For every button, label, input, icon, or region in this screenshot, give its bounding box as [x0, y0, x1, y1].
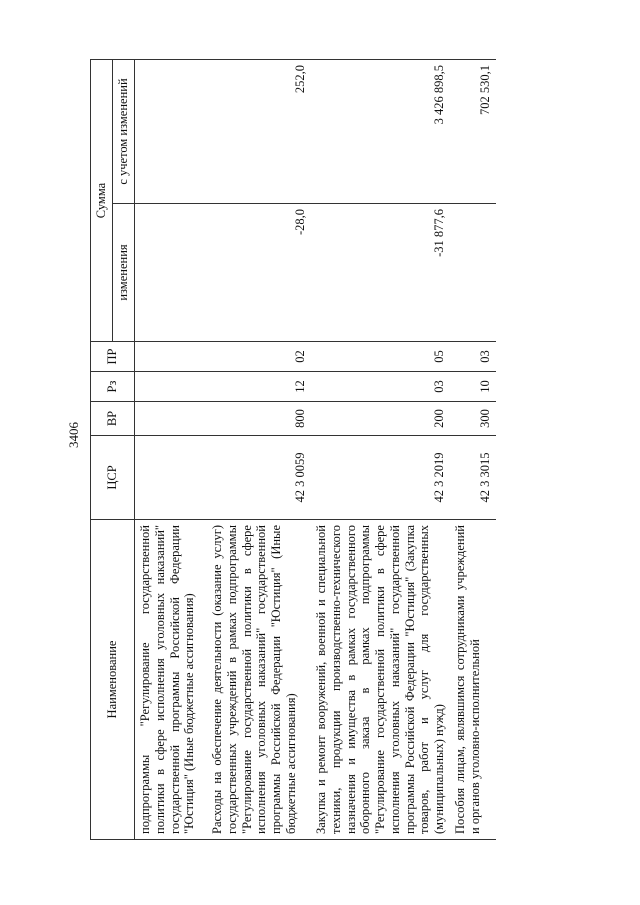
row-vr — [135, 402, 208, 436]
budget-table — [90, 59, 496, 840]
row-change — [450, 204, 496, 342]
row-vr: 800 — [207, 402, 311, 436]
header-csr: ЦСР — [91, 436, 135, 520]
table-row — [450, 60, 496, 840]
row-total — [135, 60, 208, 204]
row-rz: 03 — [311, 372, 450, 402]
header-name: Наименование — [91, 520, 135, 840]
header-rz: Рз — [91, 372, 135, 402]
row-vr: 200 — [311, 402, 450, 436]
row-pr: 05 — [311, 342, 450, 372]
row-name: Закупка и ремонт вооружений, военной и специальной техники, продукции производственно-технического назначения и имущества в рамках государственного оборонного заказа в рамках подпрограммы "Регулирование государственной политики в сфере исполнения уголовных наказаний" государственной программы Российской Федерации "Юстиция" (Закупка товаров, работ и услуг для государственных (муниципальных) нужд) — [311, 520, 450, 840]
row-change — [135, 204, 208, 342]
page-number: 3406 — [66, 422, 81, 448]
table-row — [135, 60, 208, 840]
table-row — [311, 60, 450, 840]
row-csr: 42 3 3015 — [450, 436, 496, 520]
row-name: Расходы на обеспечение деятельности (оказание услуг) государственных учреждений в рамках подпрограммы "Регулирование государственной политики в сфере исполнения уголовных наказаний" государственной программы Российской Федерации "Юстиция" (Иные бюджетные ассигнования) — [207, 520, 311, 840]
row-change: -28,0 — [207, 204, 311, 342]
row-pr — [135, 342, 208, 372]
header-pr: ПР — [91, 342, 135, 372]
header-sum: Сумма — [91, 60, 113, 342]
row-csr: 42 3 2019 — [311, 436, 450, 520]
row-change: -31 877,6 — [311, 204, 450, 342]
table-row — [207, 60, 311, 840]
row-csr: 42 3 0059 — [207, 436, 311, 520]
row-rz: 10 — [450, 372, 496, 402]
row-csr — [135, 436, 208, 520]
row-total: 3 426 898,5 — [311, 60, 450, 204]
row-name: подпрограммы "Регулирование государственной политики в сфере исполнения уголовных наказаний" государственной программы Российской Федерации "Юстиция" (Иные бюджетные ассигнования) — [135, 520, 208, 840]
row-vr: 300 — [450, 402, 496, 436]
row-pr: 03 — [450, 342, 496, 372]
rotated-table-frame — [90, 60, 550, 840]
row-rz — [135, 372, 208, 402]
row-rz: 12 — [207, 372, 311, 402]
header-with-changes: с учетом изменений — [113, 60, 135, 204]
header-change: изменения — [113, 204, 135, 342]
row-total: 252,0 — [207, 60, 311, 204]
row-name: Пособия лицам, являвшимся сотрудниками учреждений и органов уголовно-исполнительной — [450, 520, 496, 840]
header-vr: ВР — [91, 402, 135, 436]
row-pr: 02 — [207, 342, 311, 372]
row-total: 702 530,1 — [450, 60, 496, 204]
